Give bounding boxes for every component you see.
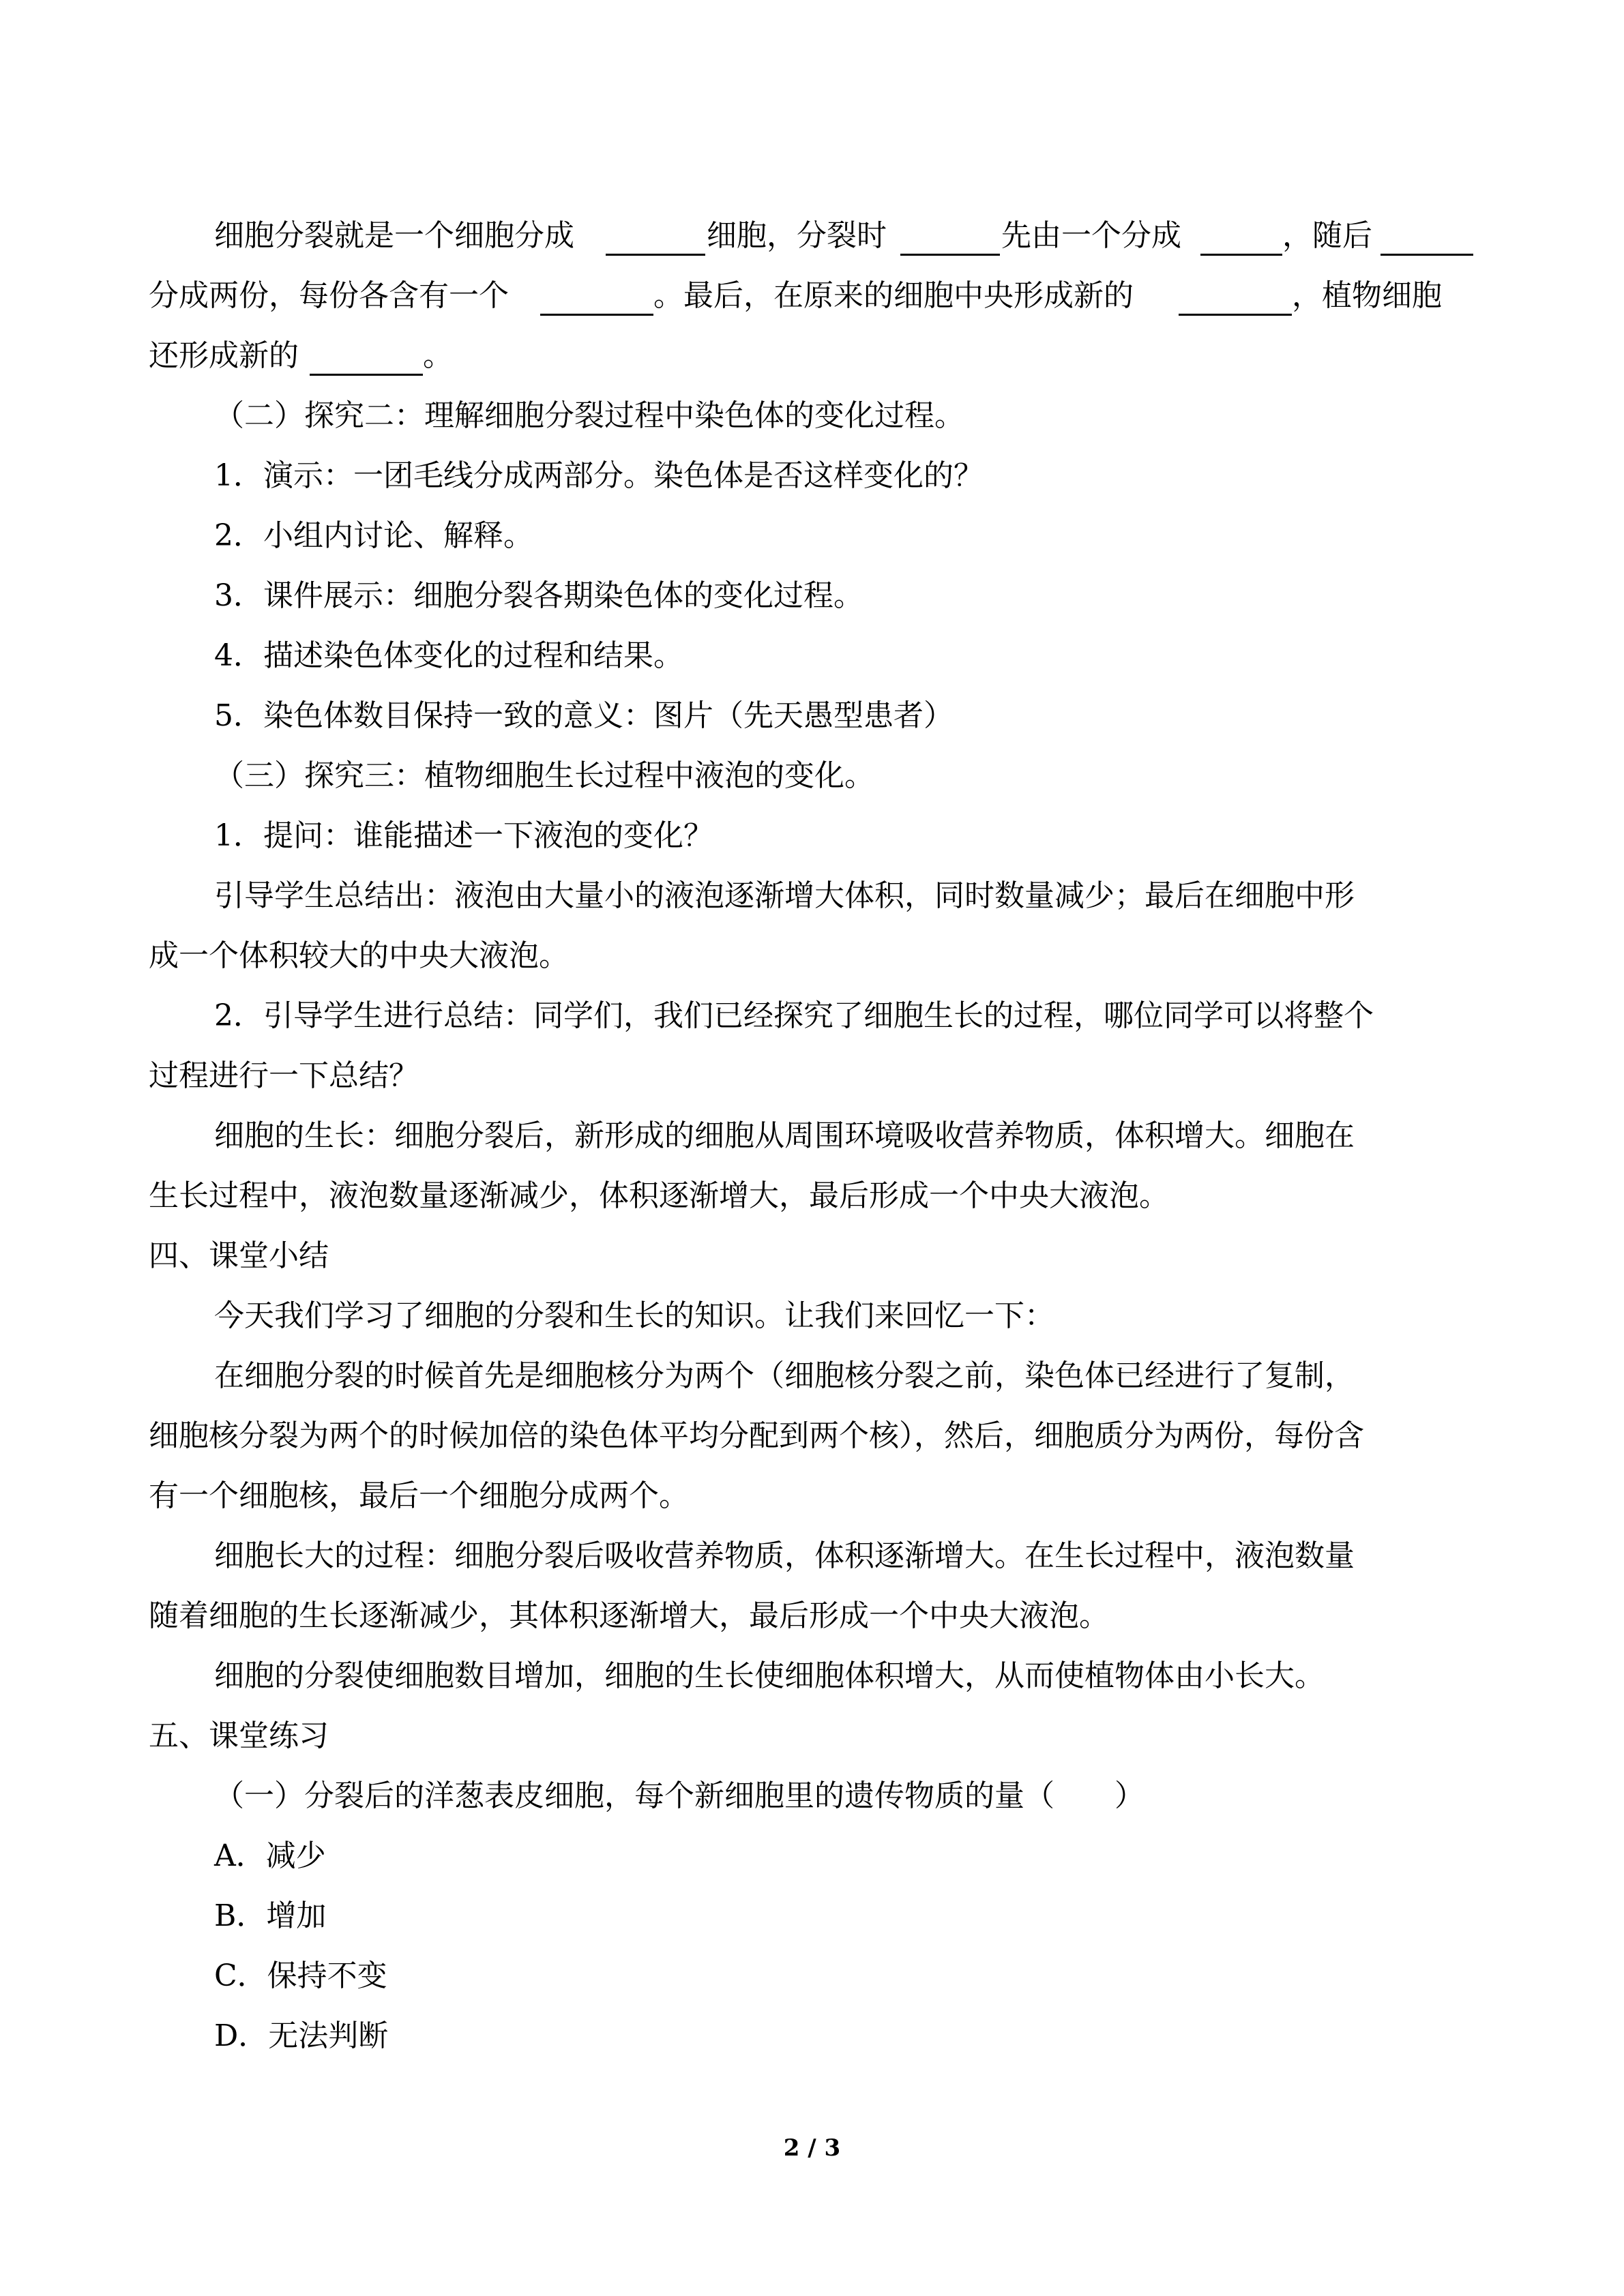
list-item xyxy=(0,569,1624,623)
option-a[interactable] xyxy=(0,1829,1624,1883)
text-segment: ，植物细胞 xyxy=(1292,278,1442,313)
text-segment: 。 xyxy=(423,338,453,373)
section-heading xyxy=(0,1709,1624,1763)
paragraph-line xyxy=(0,1109,1624,1163)
list-item-text: 3．课件展示：细胞分裂各期染色体的变化过程。 xyxy=(214,578,863,613)
fill-blank-line-3 xyxy=(0,329,1624,383)
inquiry3-title-text: （三）探究三：植物细胞生长过程中液泡的变化。 xyxy=(214,758,874,793)
paragraph-text: 细胞的生长：细胞分裂后，新形成的细胞从周围环境吸收营养物质，体积增大。细胞在 xyxy=(214,1118,1355,1153)
list-item xyxy=(0,629,1624,683)
list-item xyxy=(0,809,1624,863)
paragraph-line xyxy=(0,1169,1624,1223)
list-item-text: 2．小组内讨论、解释。 xyxy=(214,518,533,553)
paragraph-line xyxy=(0,1349,1624,1403)
text-segment: 细胞分裂就是一个细胞分成 xyxy=(214,218,574,253)
text-segment: 先由一个分成 xyxy=(1001,218,1181,253)
answer-blank[interactable] xyxy=(540,278,653,316)
list-item xyxy=(0,449,1624,503)
option-d[interactable] xyxy=(0,2009,1624,2063)
answer-blank[interactable] xyxy=(310,338,423,376)
paragraph-text: 引导学生总结出：液泡由大量小的液泡逐渐增大体积，同时数量减少；最后在细胞中形 xyxy=(214,878,1355,913)
option-text: B．增加 xyxy=(214,1898,327,1933)
fill-blank-line-2 xyxy=(0,269,1624,323)
paragraph-text: 细胞核分裂为两个的时候加倍的染色体平均分配到两个核），然后，细胞质分为两份，每份含 xyxy=(149,1418,1364,1453)
paragraph-text: 今天我们学习了细胞的分裂和生长的知识。让我们来回忆一下： xyxy=(214,1298,1054,1333)
paragraph-text: 生长过程中，液泡数量逐渐减少，体积逐渐增大，最后形成一个中央大液泡。 xyxy=(149,1178,1169,1213)
list-item xyxy=(0,689,1624,743)
paragraph-line xyxy=(0,1589,1624,1643)
paragraph-line xyxy=(0,1649,1624,1703)
option-text: D．无法判断 xyxy=(214,2018,389,2053)
paragraph-text: 在细胞分裂的时候首先是细胞核分为两个（细胞核分裂之前，染色体已经进行了复制， xyxy=(214,1358,1355,1393)
inquiry2-title-text: （二）探究二：理解细胞分裂过程中染色体的变化过程。 xyxy=(214,398,964,433)
option-text: C．保持不变 xyxy=(214,1958,387,1993)
page-number: 2 / 3 xyxy=(783,2134,841,2162)
section-heading-text: 五、课堂练习 xyxy=(149,1718,329,1753)
paragraph-line xyxy=(0,929,1624,983)
inquiry3-title xyxy=(0,749,1624,803)
paragraph-text: 细胞的分裂使细胞数目增加，细胞的生长使细胞体积增大，从而使植物体由小长大。 xyxy=(214,1658,1325,1693)
paragraph-line xyxy=(0,1469,1624,1523)
list-item-text: 1．演示：一团毛线分成两部分。染色体是否这样变化的？ xyxy=(214,458,984,493)
option-text: A．减少 xyxy=(214,1838,326,1873)
text-segment: 还形成新的 xyxy=(149,338,299,373)
paragraph-text: 随着细胞的生长逐渐减少，其体积逐渐增大，最后形成一个中央大液泡。 xyxy=(149,1598,1109,1633)
option-b[interactable] xyxy=(0,1889,1624,1943)
question xyxy=(0,1769,1624,1823)
paragraph-line xyxy=(0,1529,1624,1583)
answer-blank[interactable] xyxy=(606,218,705,256)
paragraph-line xyxy=(0,1289,1624,1343)
list-item-text: 4．描述染色体变化的过程和结果。 xyxy=(214,638,683,673)
text-segment: 细胞，分裂时 xyxy=(707,218,887,253)
paragraph-text: 2．引导学生进行总结：同学们，我们已经探究了细胞生长的过程，哪位同学可以将整个 xyxy=(214,998,1374,1033)
list-item-text: 1．提问：谁能描述一下液泡的变化？ xyxy=(214,818,713,853)
answer-blank[interactable] xyxy=(1200,218,1282,256)
paragraph-line xyxy=(0,1049,1624,1103)
option-c[interactable] xyxy=(0,1949,1624,2003)
inquiry2-title xyxy=(0,389,1624,443)
section-heading-text: 四、课堂小结 xyxy=(149,1238,329,1273)
paragraph-text: 成一个体积较大的中央大液泡。 xyxy=(149,938,569,973)
paragraph-text: 过程进行一下总结？ xyxy=(149,1058,419,1093)
answer-blank[interactable] xyxy=(1381,218,1473,256)
text-segment: 。最后，在原来的细胞中央形成新的 xyxy=(653,278,1134,313)
answer-blank[interactable] xyxy=(1179,278,1292,316)
section-heading xyxy=(0,1229,1624,1283)
paragraph-line xyxy=(0,989,1624,1043)
paragraph-line xyxy=(0,1409,1624,1463)
paragraph-line xyxy=(0,869,1624,923)
fill-blank-line-1 xyxy=(0,209,1624,263)
text-segment: ，随后 xyxy=(1282,218,1372,253)
list-item xyxy=(0,509,1624,563)
list-item-text: 5．染色体数目保持一致的意义：图片（先天愚型患者） xyxy=(214,698,954,733)
paragraph-text: 有一个细胞核，最后一个细胞分成两个。 xyxy=(149,1478,689,1513)
paragraph-text: 细胞长大的过程：细胞分裂后吸收营养物质，体积逐渐增大。在生长过程中，液泡数量 xyxy=(214,1538,1355,1573)
answer-blank[interactable] xyxy=(900,218,1000,256)
question-text: （一）分裂后的洋葱表皮细胞，每个新细胞里的遗传物质的量（ ） xyxy=(214,1778,1145,1813)
text-segment: 分成两份，每份各含有一个 xyxy=(149,278,509,313)
